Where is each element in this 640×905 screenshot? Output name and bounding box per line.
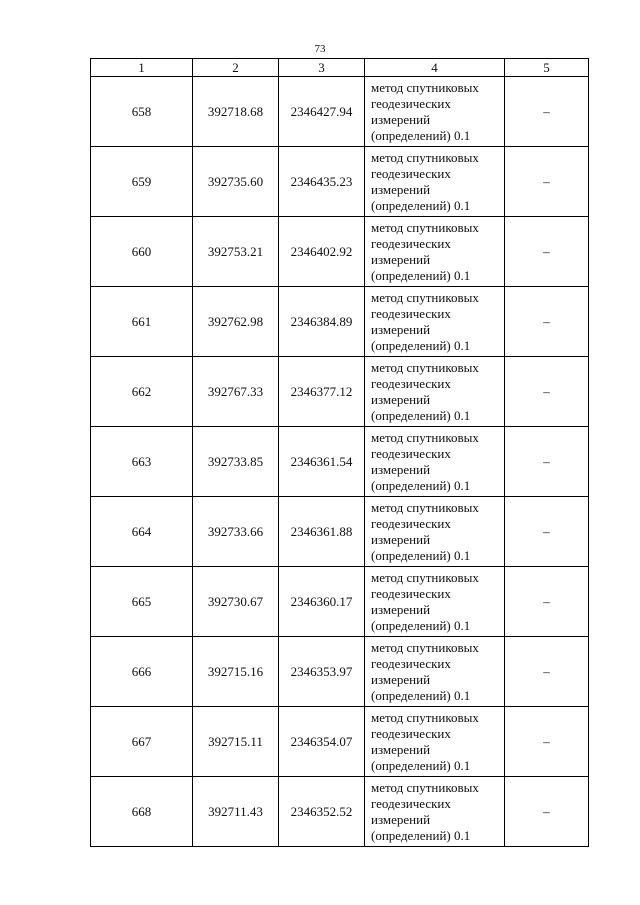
note-cell: – [505,77,589,147]
method-text-line: измерений [371,461,431,477]
method-text-line: геодезических [371,235,451,251]
y-coordinate-cell: 2346352.52 [279,777,365,847]
x-coordinate-cell: 392753.21 [193,217,279,287]
method-text-line: метод спутниковых [371,639,479,655]
point-number-cell: 666 [91,637,193,707]
note-cell: – [505,217,589,287]
column-header-1: 1 [91,59,193,77]
y-coordinate-cell: 2346435.23 [279,147,365,217]
point-number-cell: 660 [91,217,193,287]
method-text-line: метод спутниковых [371,79,479,95]
y-coordinate-cell: 2346377.12 [279,357,365,427]
point-number-cell: 661 [91,287,193,357]
note-cell: – [505,707,589,777]
method-text-line: (определений) 0.1 [371,827,471,843]
method-text-line: метод спутниковых [371,779,479,795]
method-text-line: измерений [371,181,431,197]
column-header-3: 3 [279,59,365,77]
note-cell: – [505,147,589,217]
method-cell [365,147,505,217]
point-number-cell: 663 [91,427,193,497]
x-coordinate-cell: 392718.68 [193,77,279,147]
table-row [91,427,589,497]
method-text-line: измерений [371,391,431,407]
method-text-line: метод спутниковых [371,289,479,305]
column-header-5: 5 [505,59,589,77]
column-header-4: 4 [365,59,505,77]
y-coordinate-cell: 2346360.17 [279,567,365,637]
point-number-cell: 662 [91,357,193,427]
note-cell: – [505,287,589,357]
method-text-line: измерений [371,531,431,547]
x-coordinate-cell: 392711.43 [193,777,279,847]
table-row [91,357,589,427]
method-cell [365,217,505,287]
method-text-line: геодезических [371,375,451,391]
method-text-line: геодезических [371,655,451,671]
note-cell: – [505,777,589,847]
method-text-line: (определений) 0.1 [371,617,471,633]
method-text-line: геодезических [371,585,451,601]
method-text-line: геодезических [371,95,451,111]
method-text-line: геодезических [371,445,451,461]
point-number-cell: 658 [91,77,193,147]
method-text-line: метод спутниковых [371,219,479,235]
page-number: 73 [314,43,326,55]
y-coordinate-cell: 2346402.92 [279,217,365,287]
note-cell: – [505,497,589,567]
y-coordinate-cell: 2346361.54 [279,427,365,497]
y-coordinate-cell: 2346353.97 [279,637,365,707]
method-cell [365,427,505,497]
method-text-line: геодезических [371,165,451,181]
table-row [91,287,589,357]
method-cell [365,777,505,847]
point-number-cell: 665 [91,567,193,637]
point-number-cell: 668 [91,777,193,847]
method-text-line: (определений) 0.1 [371,687,471,703]
method-text-line: метод спутниковых [371,709,479,725]
table-row [91,217,589,287]
method-text-line: (определений) 0.1 [371,197,471,213]
x-coordinate-cell: 392733.85 [193,427,279,497]
table-header-row [91,59,589,77]
method-text-line: измерений [371,811,431,827]
method-text-line: (определений) 0.1 [371,267,471,283]
method-cell [365,357,505,427]
point-number-cell: 659 [91,147,193,217]
table-body [91,77,589,847]
y-coordinate-cell: 2346384.89 [279,287,365,357]
table-row [91,147,589,217]
method-text-line: измерений [371,111,431,127]
note-cell: – [505,427,589,497]
method-cell [365,287,505,357]
table-row [91,707,589,777]
point-number-cell: 664 [91,497,193,567]
note-cell: – [505,637,589,707]
method-text-line: измерений [371,741,431,757]
method-text-line: (определений) 0.1 [371,757,471,773]
method-text-line: измерений [371,251,431,267]
table-row [91,637,589,707]
x-coordinate-cell: 392715.16 [193,637,279,707]
table-row [91,497,589,567]
x-coordinate-cell: 392733.66 [193,497,279,567]
table-row [91,77,589,147]
method-text-line: метод спутниковых [371,359,479,375]
method-text-line: (определений) 0.1 [371,337,471,353]
method-text-line: (определений) 0.1 [371,407,471,423]
method-text-line: метод спутниковых [371,499,479,515]
method-text-line: метод спутниковых [371,569,479,585]
x-coordinate-cell: 392730.67 [193,567,279,637]
x-coordinate-cell: 392767.33 [193,357,279,427]
method-cell [365,497,505,567]
method-text-line: измерений [371,321,431,337]
x-coordinate-cell: 392735.60 [193,147,279,217]
x-coordinate-cell: 392715.11 [193,707,279,777]
note-cell: – [505,357,589,427]
table-row [91,777,589,847]
method-text-line: (определений) 0.1 [371,477,471,493]
coordinates-table [90,58,589,847]
method-text-line: измерений [371,671,431,687]
method-text-line: (определений) 0.1 [371,547,471,563]
method-text-line: метод спутниковых [371,149,479,165]
method-text-line: геодезических [371,795,451,811]
method-text-line: геодезических [371,305,451,321]
method-text-line: (определений) 0.1 [371,127,471,143]
method-text-line: метод спутниковых [371,429,479,445]
note-cell: – [505,567,589,637]
y-coordinate-cell: 2346361.88 [279,497,365,567]
method-text-line: геодезических [371,725,451,741]
method-cell [365,77,505,147]
table-row [91,567,589,637]
y-coordinate-cell: 2346354.07 [279,707,365,777]
method-cell [365,707,505,777]
x-coordinate-cell: 392762.98 [193,287,279,357]
column-header-2: 2 [193,59,279,77]
method-cell [365,567,505,637]
method-text-line: геодезических [371,515,451,531]
method-cell [365,637,505,707]
point-number-cell: 667 [91,707,193,777]
method-text-line: измерений [371,601,431,617]
y-coordinate-cell: 2346427.94 [279,77,365,147]
